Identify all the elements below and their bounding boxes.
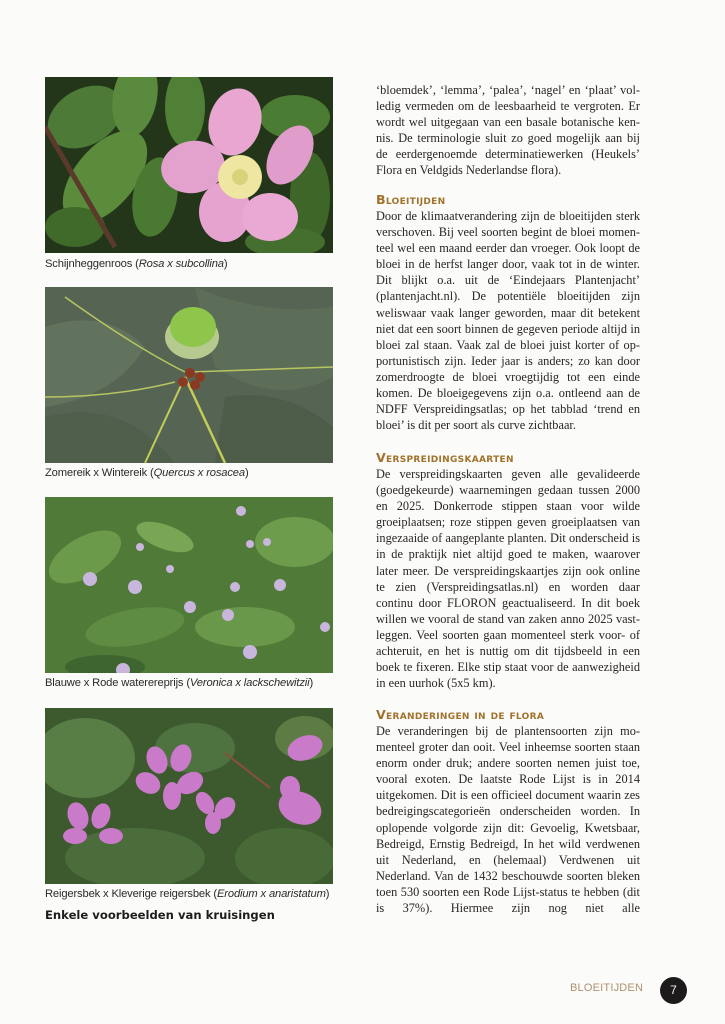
rose-flower-image	[45, 77, 333, 253]
caption-common-name: Zomereik x Wintereik	[45, 467, 148, 479]
photo-rosa-subcollina	[45, 77, 333, 253]
section-body: Door de klimaatverandering zijn de bloeitijden sterk verschoven. Bij veel soorten begint de bloei momenteel wel een maand eerder dan vroeger. Ook loopt de bloei in de herfst langer door, vaak tot in de winter. Dit blijkt o.a. uit de ‘Eindejaars Plantenjacht’ (plantenjacht.nl). De potentiële bloeitijden zijn weliswaar vaak langer geworden, maar dit betekent niet dat een soort binnen de gegeven periode altijd in bloei zal staan. Vaak zal de bloei juist korter of opportunistisch zijn. Ieder jaar is anders; zo kan door zomerdroogte de bloei vroegtijdig tot een einde komen. De bloeigegevens zijn o.a. ontleend aan de NDFF Verspreidingsatlas; op het tabblad ‘trend en bloei’ is dit per soort als curve zichtbaar.	[376, 209, 640, 433]
intro-paragraph-block	[376, 82, 640, 179]
caption-common-name: Schijnheggenroos	[45, 258, 133, 270]
photo-veronica-lackschewitzii	[45, 497, 333, 673]
acorn-image	[45, 287, 333, 463]
figure-caption: Zomereik x Wintereik (Quercus x rosacea)	[45, 467, 249, 479]
section-heading: Veranderingen in de flora	[376, 707, 545, 722]
caption-scientific-name: Rosa x subcollina	[138, 258, 224, 270]
veronica-flowers-image	[45, 497, 333, 673]
figure-group-title: Enkele voorbeelden van kruisingen	[45, 908, 275, 922]
photo-quercus-rosacea	[45, 287, 333, 463]
caption-scientific-name: Veronica x lackschewitzii	[189, 677, 310, 689]
section-heading: Verspreidingskaarten	[376, 450, 514, 465]
intro-paragraph: ‘bloemdek’, ‘lemma’, ‘palea’, ‘nagel’ en ‘plaat’ volledig vermeden om de leesbaarheid te vergroten. Er wordt wel uitgegaan van een basale botanische kennis. De terminologie sluit zo goed mogelijk aan bij de eerdergenoemde determinatiewerken (Heukels’ Flora en Veldgids Nederlandse flora).	[376, 83, 640, 178]
running-title: BLOEITIJDEN	[570, 982, 644, 994]
page-number-badge: 7	[660, 977, 687, 1004]
photo-erodium-anaristatum	[45, 708, 333, 884]
caption-scientific-name: Erodium x anaristatum	[216, 888, 326, 900]
section-body: De verspreidingskaarten geven alle gevalideerde (goedgekeurde) waarnemingen gedaan tussen 2000 en 2025. Donkerrode stippen staan voor wilde groeiplaatsen; roze stippen geven groeiplaatsen van ingezaaide of aangeplante planten. Dit onderscheid is in de praktijk niet altijd goed te maken, waarover later meer. De verspreidingskaartjes zijn ook online te zien (Verspreidingsatlas.nl) en worden daar continu door FLORON geactualiseerd. In dit boek willen we vooral de stand van zaken anno 2025 vastleggen. Veel soorten gaan momenteel sterk voor- of achteruit, en het is nuttig om dit tijdsbeeld in een boek te fixeren. Elke stip staat voor de aanwezigheid in een uurhok (5x5 km).	[376, 467, 640, 691]
caption-scientific-name: Quercus x rosacea	[153, 467, 245, 479]
figure-caption: Reigersbek x Kleverige reigersbek (Erodium x anaristatum)	[45, 888, 330, 900]
section-body: De veranderingen bij de plantensoorten zijn momenteel groter dan ooit. Veel inheemse soorten staan enorm onder druk; andere soorten nemen juist toe, vooral exoten. De laatste Rode Lijst is in 2014 uitgekomen. Dit is een officieel document waarin zes bedreigingscategorieën onderscheiden worden. In oplopende volgorde zijn dit: Gevoelig, Kwetsbaar, Bedreigd, Ernstig Bedreigd, In het wild verdwenen uit Nederland, en (helemaal) Verdwenen uit Nederland. Van de 1432 beschouwde soorten bleken toen 530 soorten een Rode Lijst-status te hebben (dit is 37%). Hiermee zijn nog niet alle	[376, 724, 640, 916]
section-verspreidingskaarten	[376, 450, 640, 691]
figure-caption: Schijnheggenroos (Rosa x subcollina)	[45, 258, 228, 270]
section-heading: Bloeitijden	[376, 192, 446, 207]
caption-common-name: Reigersbek x Kleverige reigersbek	[45, 888, 211, 900]
section-bloeitijden	[376, 192, 640, 433]
figure-caption: Blauwe x Rode waterereprijs (Veronica x lackschewitzii)	[45, 677, 314, 689]
erodium-flowers-image	[45, 708, 333, 884]
section-veranderingen	[376, 707, 640, 916]
caption-common-name: Blauwe x Rode waterereprijs	[45, 677, 184, 689]
